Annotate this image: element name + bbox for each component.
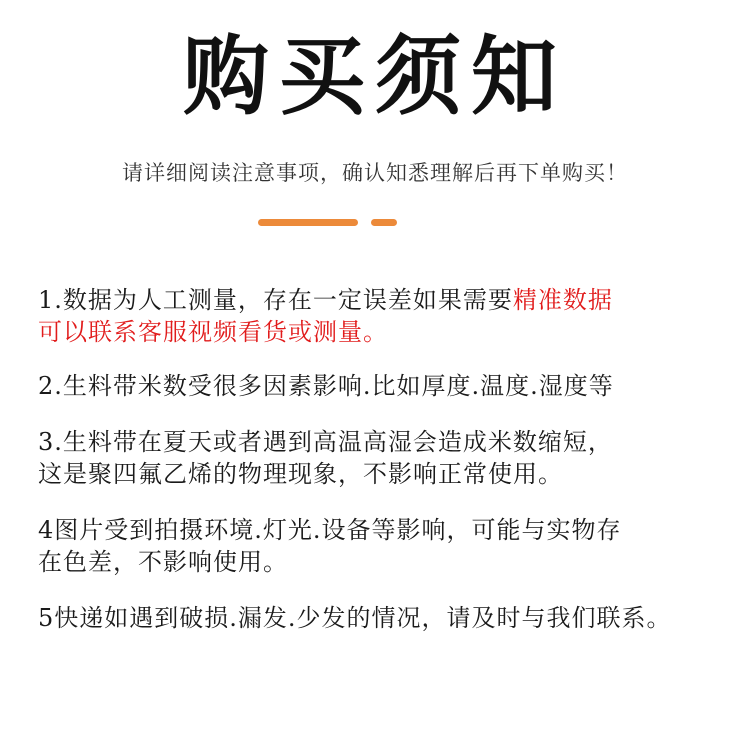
page-title: 购买须知 [183,26,567,127]
notice-5-line-1: 5快递如遇到破损.漏发.少发的情况，请及时与我们联系。 [38,604,672,632]
notice-2-line-1: 2.生料带米数受很多因素影响.比如厚度.温度.湿度等 [38,372,614,400]
notice-item-5 [38,602,738,634]
notice-1-highlight-text: 精准数据 [512,286,613,314]
notice-item-4 [38,514,738,578]
notice-1-line-2-highlight: 可以联系客服视频看货或测量。 [38,318,388,346]
notice-4-line-2: 在色差，不影响使用。 [38,548,288,576]
accent-divider-long [258,219,358,226]
accent-divider-short [371,219,397,226]
notice-item-3 [38,426,738,490]
page-subtitle: 请详细阅读注意事项，确认知悉理解后再下单购买！ [122,161,628,185]
notice-4-line-1: 4图片受到拍摄环境.灯光.设备等影响，可能与实物存 [38,516,622,544]
notice-3-line-2: 这是聚四氟乙烯的物理现象，不影响正常使用。 [38,460,563,488]
notice-item-1 [38,284,738,348]
notice-1-line-1 [38,284,738,316]
notice-1-text: 1.数据为人工测量，存在一定误差如果需要 [38,286,513,314]
notice-3-line-1: 3.生料带在夏天或者遇到高温高湿会造成米数缩短， [38,428,613,456]
notice-item-2 [38,370,738,402]
